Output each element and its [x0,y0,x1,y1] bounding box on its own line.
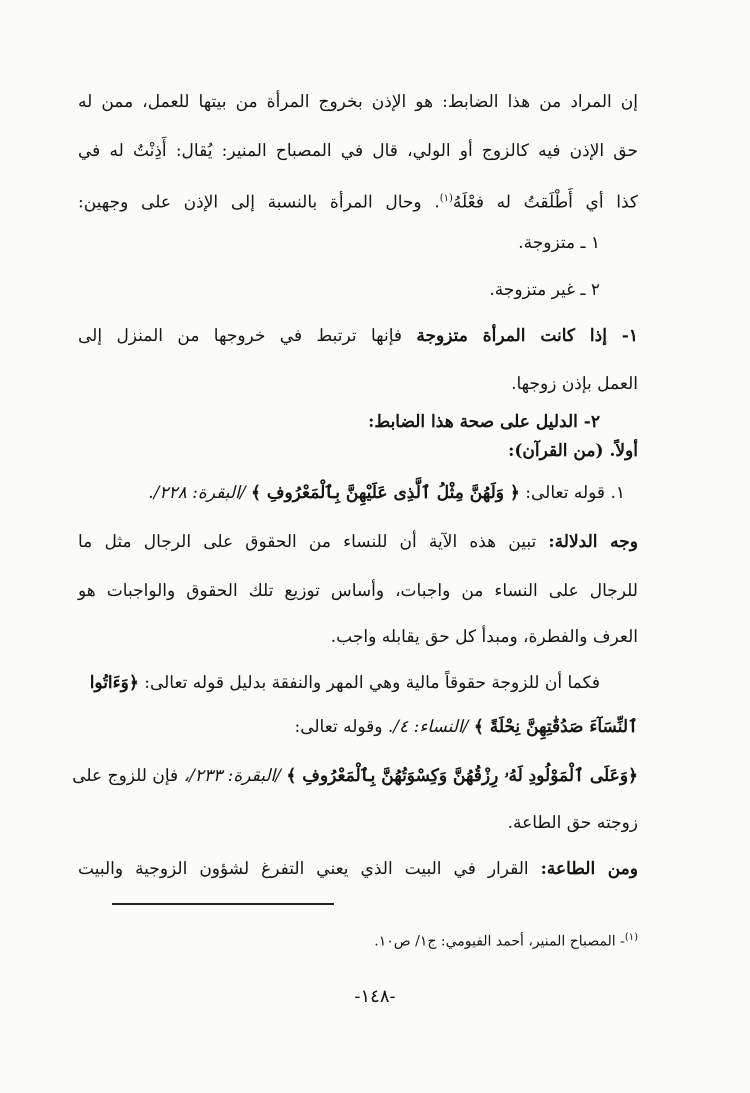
paragraph-4-line-2: ٱلنِّسَآءَ صَدُقَٰتِهِنَّ نِحْلَةً ﴾ /النساء: ٤/. وقوله تعالى: [294,717,638,737]
paragraph-5-line-1: ومن الطاعة: القرار في البيت الذي يعني التفرغ لشؤون الزوجية والبيت [78,859,638,879]
list-item-married: ١ ـ متزوجة. [518,233,600,253]
quran-verse: ﴿وَءَاتُوا [89,673,139,693]
subheading-quran: أولاً. (من القرآن): [508,441,638,461]
section-heading-evidence: ٢- الدليل على صحة هذا الضابط: [368,412,600,432]
page-number: -١٤٨- [354,986,396,1007]
quran-verse: ٱلنِّسَآءَ صَدُقَٰتِهِنَّ نِحْلَةً ﴾ [473,717,638,737]
paragraph-1-line-3: كذا أي أَطْلَقتُ له فعْلَهُ$^{(١)}$. وحال المرأة بالنسبة إلى الإذن على وجهين: [78,192,638,213]
verse-reference: /النساء: ٤/. [387,717,474,737]
quran-verse: ﴿ وَلَهُنَّ مِثْلُ ٱلَّذِى عَلَيْهِنَّ بِٱلْمَعْرُوفِ ﴾ [250,483,520,503]
paragraph-3-line-2: للرجال على النساء من واجبات، وأساس توزيع تلك الحقوق والواجبات هو [78,581,638,601]
verse-1-line: ١. قوله تعالى: ﴿ وَلَهُنَّ مِثْلُ ٱلَّذِى عَلَيْهِنَّ بِٱلْمَعْرُوفِ ﴾ /البقرة: ٢٢٨/. [148,483,625,503]
verse-reference: /البقرة: ٢٢٨/. [148,483,251,503]
paragraph-4-line-1: فكما أن للزوجة حقوقاً مالية وهي المهر والنفقة بدليل قوله تعالى: ﴿وَءَاتُوا [89,673,600,693]
paragraph-2-line-1: ١- إذا كانت المرأة متزوجة فإنها ترتبط في خروجها من المنزل إلى [78,326,639,346]
paragraph-3-line-1: وجه الدلالة: تبين هذه الآية أن للنساء من الحقوق على الرجال مثل ما [78,532,639,552]
verse-reference: /البقرة: ٢٣٣/، [183,766,287,786]
paragraph-4-line-3: ﴿وَعَلَى ٱلْمَوْلُودِ لَهُۥ رِزْقُهُنَّ وَكِسْوَتُهُنَّ بِٱلْمَعْرُوفِ ﴾ /البقرة: ٢٣٣/، فإن للزوج على [72,766,638,786]
paragraph-1-line-1: إن المراد من هذا الضابط: هو الإذن بخروج المرأة من بيتها للعمل، ممن له [78,92,638,112]
quran-verse: ﴿وَعَلَى ٱلْمَوْلُودِ لَهُۥ رِزْقُهُنَّ وَكِسْوَتُهُنَّ بِٱلْمَعْرُوفِ ﴾ [286,766,638,786]
footnote: $^{(١)}$- المصباح المنير، أحمد الفيومي: ج١/ ص١٠. [374,932,638,950]
footnote-reference[interactable]: (١) [439,193,453,204]
paragraph-1-line-2: حق الإذن فيه كالزوج أو الولي، قال في المصباح المنير: يُقال: أَذِنْتُ له في [78,141,638,161]
paragraph-4-line-4: زوجته حق الطاعة. [507,813,638,833]
list-item-unmarried: ٢ ـ غير متزوجة. [489,280,600,300]
paragraph-3-line-3: العرف والفطرة، ومبدأ كل حق يقابله واجب. [330,627,638,647]
paragraph-2-line-2: العمل بإذن زوجها. [511,374,638,394]
footnote-separator [112,903,334,905]
footnote-marker: (١) [624,932,638,943]
